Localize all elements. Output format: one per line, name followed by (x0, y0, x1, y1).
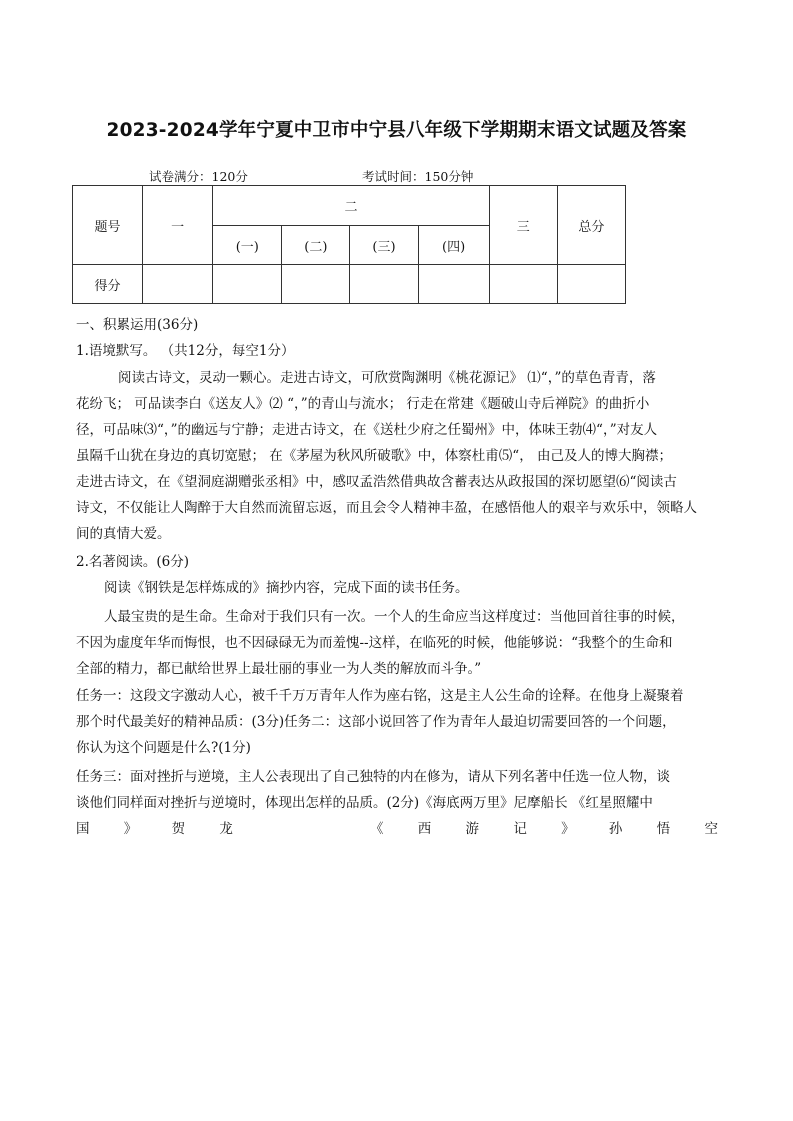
section-two-header: 二 (213, 186, 489, 226)
q2-task-line: 那个时代最美好的精神品质：(3分)任务二：这部小说回答了作为青年人最迫切需要回答的一个问题， (76, 714, 676, 730)
q2-intro: 阅读《钢铁是怎样炼成的》摘抄内容，完成下面的读书任务。 (104, 580, 469, 596)
exam-time-label: 考试时间：150分钟 (362, 169, 474, 184)
section-one-heading: 一、积累运用(36分) (76, 317, 199, 333)
q1-paragraph-line: 间的真情大爱。 (76, 526, 171, 542)
section-one-header: 一 (143, 186, 213, 265)
score-cell[interactable] (282, 265, 350, 304)
spaced-char: 空 (704, 821, 718, 837)
question-2-heading: 2.名著阅读。(6分) (76, 554, 190, 570)
spaced-char: 游 (465, 821, 480, 837)
score-cell[interactable] (213, 265, 282, 304)
spaced-char: 贺 (171, 821, 186, 837)
score-row-label: 得分 (73, 265, 143, 304)
q1-paragraph-line: 诗文，不仅能让人陶醉于大自然而流留忘返，而且会令人精神丰盈，在感悟他人的艰辛与欢乐中，领略人 (76, 500, 697, 516)
section-three-header: 三 (489, 186, 557, 265)
q2-task-line: 任务一：这段文字激动人心，被千千万万青年人作为座右铭，这是主人公生命的诠释。在他身上凝聚着 (76, 688, 684, 704)
q2-spaced-line (76, 817, 718, 837)
q2-task-line: 你认为这个问题是什么?(1分) (76, 740, 251, 756)
score-table (72, 185, 626, 304)
score-cell[interactable] (418, 265, 489, 304)
sub-section-4-header: (四) (418, 226, 489, 265)
sub-section-1-header: (一) (213, 226, 282, 265)
q2-task-line: 任务三：面对挫折与逆境，主人公表现出了自己独特的内在修为，请从下列名著中任选一位人物，谈 (76, 769, 670, 785)
spaced-char: 记 (513, 821, 527, 837)
spaced-char: 》 (123, 821, 138, 837)
question-number-header: 题号 (73, 186, 143, 265)
spaced-char: 国 (76, 821, 90, 837)
page-title: 2023-2024学年宁夏中卫市中宁县八年级下学期期末语文试题及答案 (106, 120, 687, 141)
q1-paragraph-line: 走进古诗文，在《望洞庭湖赠张丞相》中，感叹孟浩然借典故含蓄表达从政报国的深切愿望⑹“阅读古 (76, 474, 677, 490)
q2-quote-line: 全部的精力，都已献给世界上最壮丽的事业一为人类的解放而斗争。” (76, 661, 482, 677)
score-cell[interactable] (350, 265, 418, 304)
q1-paragraph-line: 阅读古诗文，灵动一颗心。走进古诗文，可欣赏陶渊明《桃花源记》 ⑴“，”的草色青青，落 (118, 370, 656, 386)
spaced-char: 悟 (656, 821, 671, 837)
total-score-header: 总分 (557, 186, 625, 265)
question-1-heading: 1.语境默写。 （共12分，每空1分） (76, 343, 295, 359)
score-cell[interactable] (557, 265, 625, 304)
spaced-char: 孙 (608, 821, 623, 837)
score-cell[interactable] (143, 265, 213, 304)
q2-quote-line: 不因为虚度年华而悔恨，也不因碌碌无为而羞愧--这样，在临死的时候，他能够说：“我整个的生命和 (76, 635, 673, 651)
spaced-char: 龙 (219, 821, 233, 837)
spaced-char: 》 (561, 821, 575, 837)
sub-section-2-header: (二) (282, 226, 350, 265)
score-cell[interactable] (489, 265, 557, 304)
q2-quote-line: 人最宝贵的是生命。生命对于我们只有一次。一个人的生命应当这样度过：当他回首往事的时候， (104, 609, 685, 625)
q1-paragraph-line: 径，可品味⑶“，”的幽远与宁静；走进古诗文，在《送杜少府之任蜀州》中，体味王勃⑷“，”对友人 (76, 422, 658, 438)
q2-task-line: 谈他们同样面对挫折与逆境时，体现出怎样的品质。(2分)《海底两万里》尼摩船长 《红星照耀中 (76, 795, 653, 811)
full-score-label: 试卷满分：120分 (149, 169, 248, 184)
sub-section-3-header: (三) (350, 226, 418, 265)
q1-paragraph-line: 虽隔千山犹在身边的真切宽慰； 在《茅屋为秋风所破歌》中，体察杜甫⑸“， 由己及人的博大胸襟； (76, 448, 672, 464)
q1-paragraph-line: 花纷飞； 可品读李白《送友人》⑵ “，”的青山与流水； 行走在常建《题破山寺后禅院》的曲折小 (76, 396, 650, 412)
spaced-char: 西 (417, 821, 432, 837)
spaced-char: 《 (369, 821, 384, 837)
